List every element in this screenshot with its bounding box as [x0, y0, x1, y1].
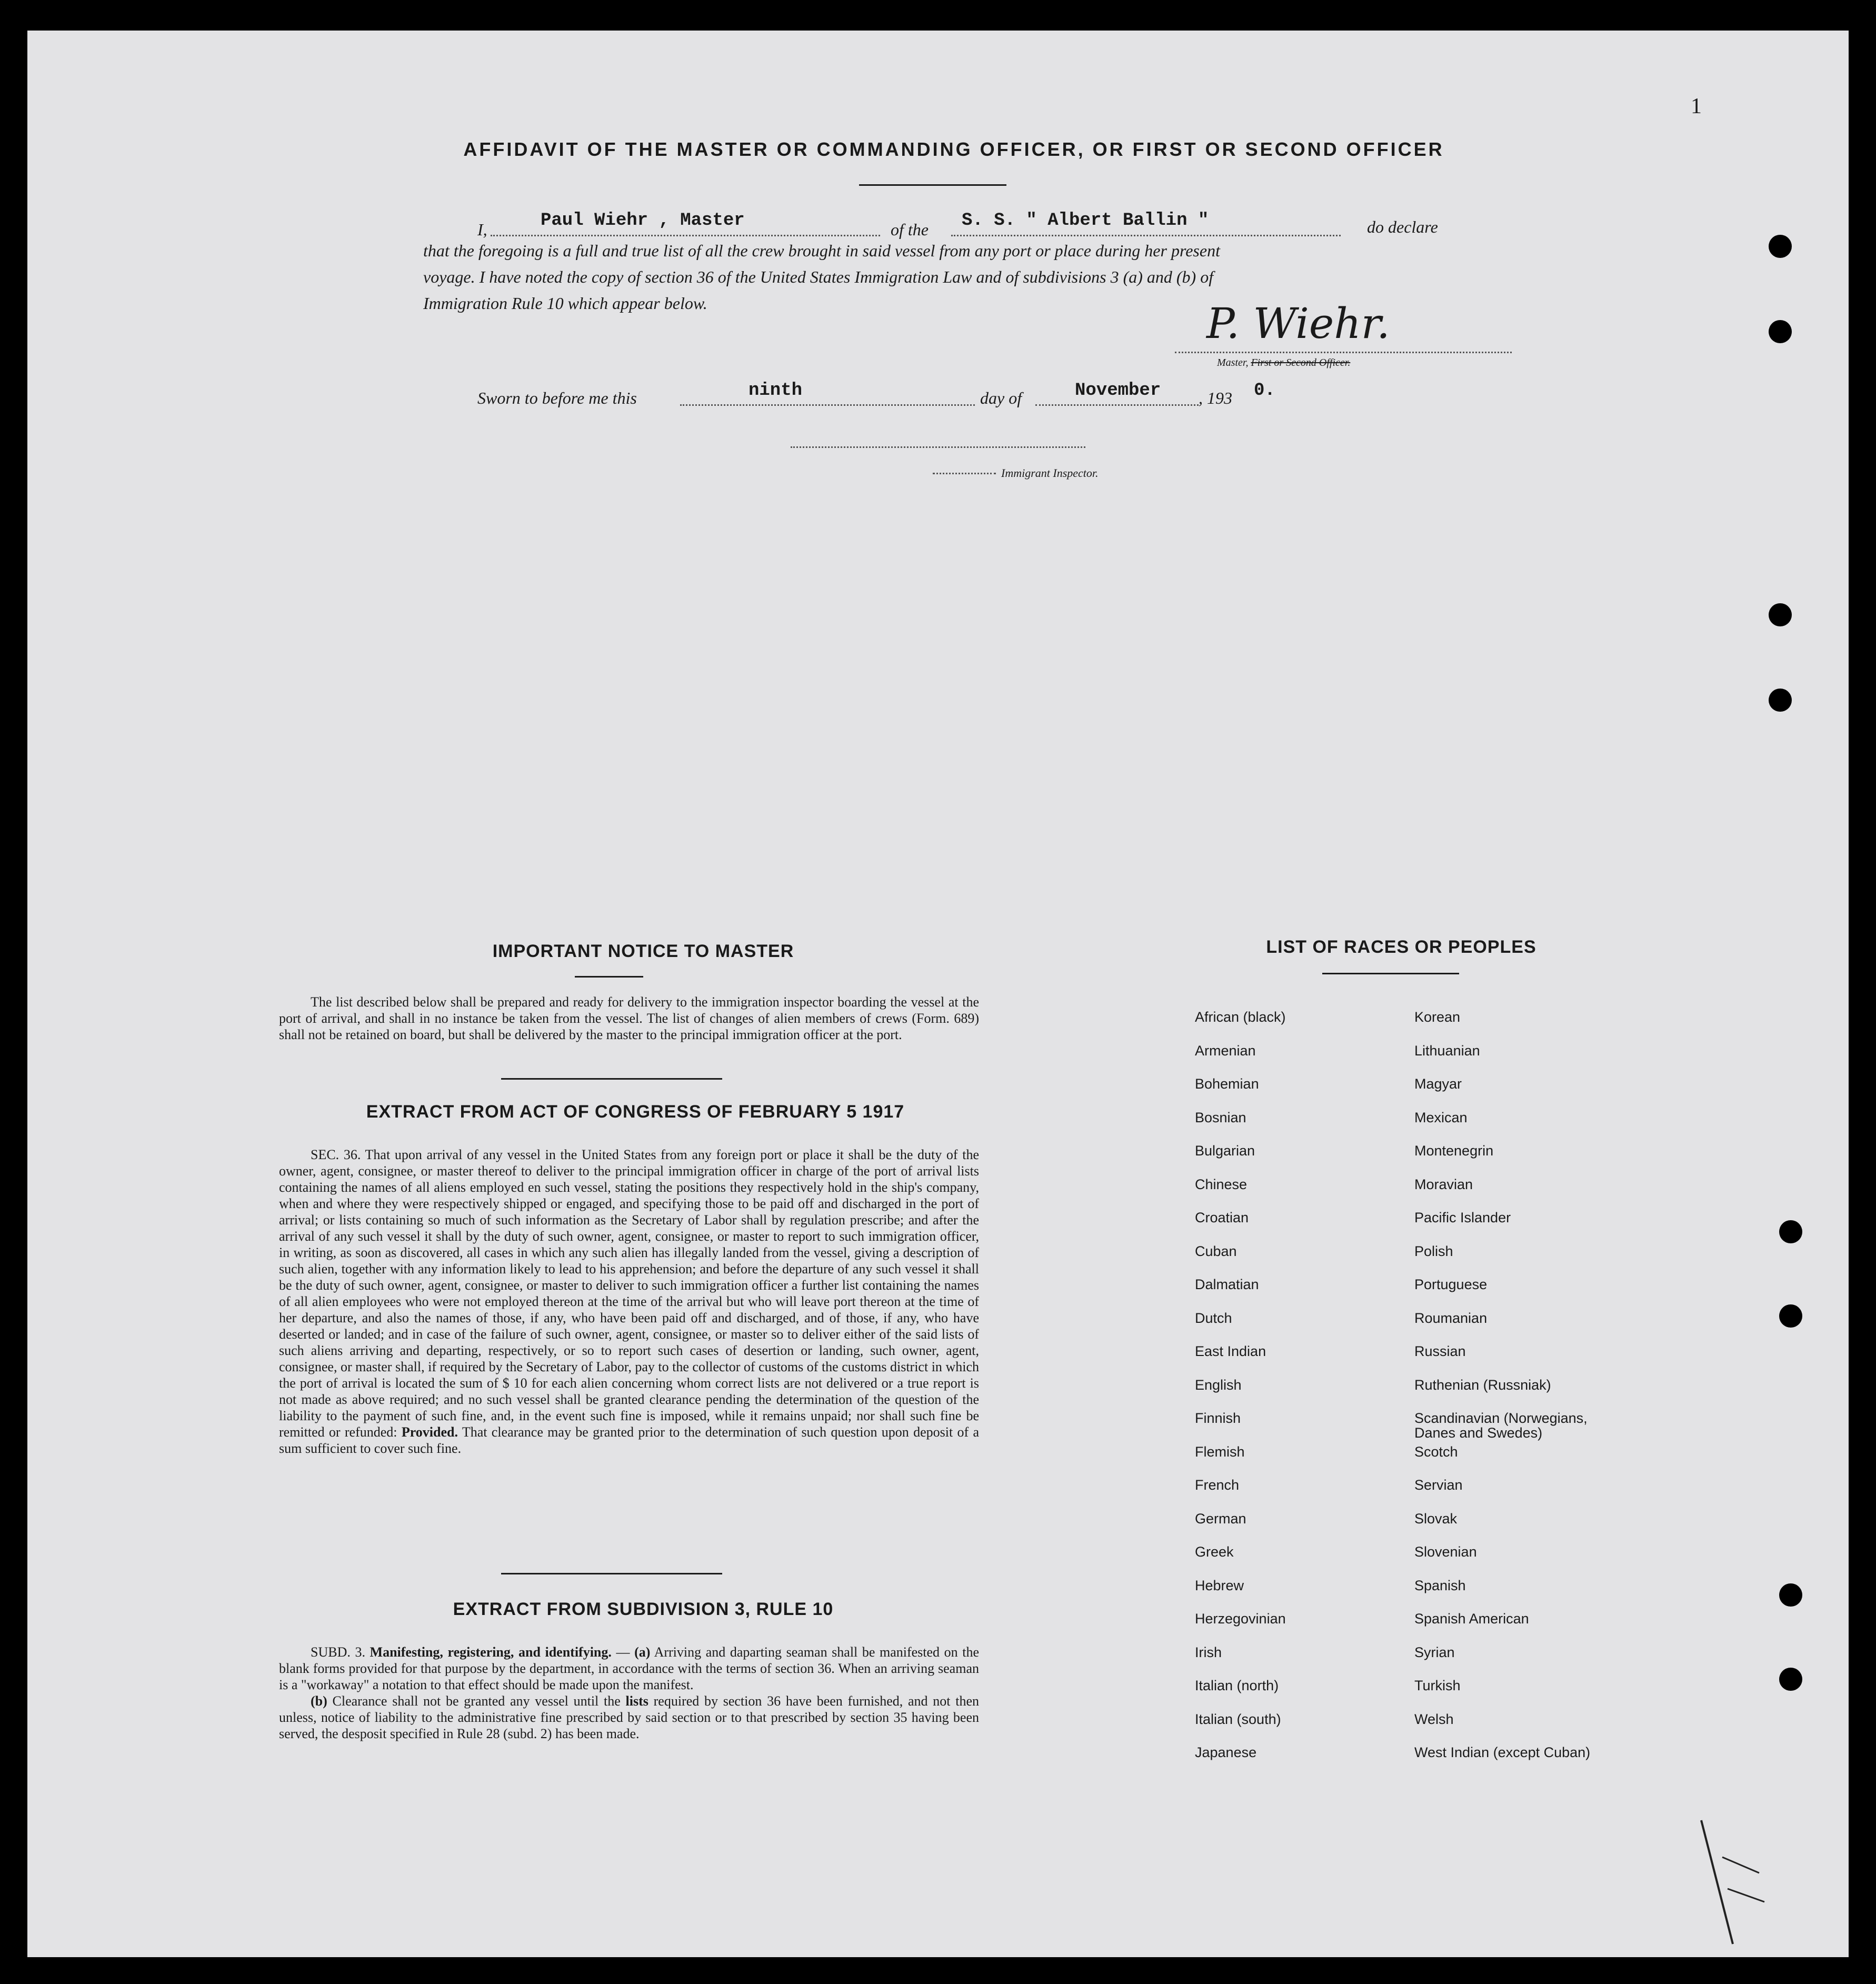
race-item: East Indian [1195, 1343, 1266, 1359]
subd-bold: Manifesting, registering, and identifying. [370, 1644, 612, 1660]
race-item: Portuguese [1414, 1277, 1488, 1292]
binder-hole [1769, 689, 1792, 712]
affidavit-line-2: that the foregoing is a full and true list of all the crew brought in said vessel from any port or place during her present [423, 241, 1220, 260]
binder-hole [1769, 603, 1792, 626]
race-item: Chinese [1195, 1176, 1248, 1192]
race-item: Russian [1414, 1343, 1466, 1359]
race-item: Magyar [1414, 1076, 1462, 1092]
notice-paragraph: The list described below shall be prepared and ready for delivery to the immigration inspector boarding the vessel at the port of arrival, and shall in no instance be taken from the vessel. The list of changes of alien members of crews (Form. 689) shall not be retained on board, but shall be delivered by the master to the principal immigration officer at the port. [279, 994, 979, 1042]
provided-bold: Provided. [401, 1424, 458, 1440]
race-item: West Indian (except Cuban) [1414, 1744, 1591, 1760]
race-item: Welsh [1414, 1711, 1454, 1727]
binder-hole [1769, 235, 1792, 258]
affidavit-i-label: I, [477, 220, 487, 239]
notice-title-rule [575, 976, 643, 978]
signature-line [1175, 352, 1512, 353]
extract-rule-text [279, 1644, 979, 1742]
race-item: Korean [1414, 1009, 1461, 1025]
subd-prefix: SUBD. 3. [311, 1644, 365, 1660]
race-item: Scandinavian (Norwegians, Danes and Swedes) [1414, 1410, 1588, 1441]
extract-act-tail: That clearance may be granted prior to the determination of such question upon deposit of a sum sufficient to cover such fine. [279, 1424, 980, 1456]
signature-caption-master: Master, [1217, 357, 1249, 368]
of-the-label: of the [891, 220, 929, 239]
race-item: Bohemian [1195, 1076, 1259, 1092]
race-item: Greek [1195, 1544, 1234, 1560]
binder-hole [1779, 1583, 1802, 1607]
race-item: Lithuanian [1414, 1042, 1480, 1059]
day-of-label: day of [980, 388, 1022, 407]
race-item: African (black) [1195, 1009, 1286, 1025]
subd-a-label: (a) [634, 1644, 651, 1660]
master-name-field: Paul Wiehr , Master [541, 211, 745, 231]
subd-dash: — [611, 1644, 635, 1660]
race-item: Pacific Islander [1414, 1210, 1511, 1225]
sworn-month-field: November [1075, 381, 1161, 401]
document-sheet [27, 31, 1849, 1957]
subd-a-text: Arriving and daparting seaman shall be manifested on the blank forms provided for that purpose by the department, in accordance with the terms of section 36. When an arriving seaman is a "workaway" a notation to that effect should be made upon the manifest. [279, 1644, 979, 1692]
affidavit-title: AFFIDAVIT OF THE MASTER OR COMMANDING OFFICER, OR FIRST OR SECOND OFFICER [463, 138, 1444, 160]
page-number: 1 [1691, 94, 1702, 118]
race-item: Dutch [1195, 1310, 1232, 1326]
race-item: Dalmatian [1195, 1277, 1259, 1292]
binder-hole [1779, 1220, 1802, 1243]
extract-act-title: EXTRACT FROM ACT OF CONGRESS OF FEBRUARY 5 1917 [366, 1102, 905, 1122]
notice-bottom-rule [501, 1078, 722, 1080]
notice-text [279, 994, 979, 1043]
races-title: LIST OF RACES OR PEOPLES [1266, 937, 1536, 957]
year-prefix-label: , 193 [1199, 388, 1232, 407]
sworn-day-field: ninth [749, 381, 803, 401]
subd-b-lists: lists [625, 1693, 648, 1709]
race-item: Cuban [1195, 1243, 1237, 1259]
inspector-line-upper [791, 446, 1085, 448]
vessel-name-field: S. S. " Albert Ballin " [962, 211, 1209, 231]
race-item: Turkish [1414, 1678, 1461, 1693]
signature-caption-struck: First or Second Officer. [1251, 357, 1351, 368]
race-item: Italian (north) [1195, 1678, 1279, 1693]
race-item: Herzegovinian [1195, 1611, 1286, 1627]
race-item: French [1195, 1477, 1240, 1493]
race-item: Finnish [1195, 1410, 1241, 1426]
race-item: Flemish [1195, 1443, 1245, 1460]
affidavit-title-rule [859, 184, 1006, 186]
sworn-prefix-label: Sworn to before me this [477, 388, 637, 407]
race-item: Irish [1195, 1644, 1222, 1660]
race-item: Japanese [1195, 1744, 1257, 1760]
vessel-field-line [951, 235, 1341, 236]
race-item: Hebrew [1195, 1577, 1244, 1593]
name-field-line [491, 235, 880, 236]
subd-b-paragraph [279, 1693, 979, 1742]
sworn-day-line [680, 404, 975, 406]
race-item: Italian (south) [1195, 1711, 1281, 1727]
race-item: Polish [1414, 1243, 1453, 1259]
extract-act-text [279, 1146, 979, 1457]
race-item: Roumanian [1414, 1310, 1488, 1326]
extract-act-body: SEC. 36. That upon arrival of any vessel in the United States from any foreign port or place it shall be the duty of the owner, agent, consignee, or master thereof to deliver to the principal immigration officer in charge of the port of arrival lists containing the names of all aliens employed en such vessel, stating the positions they respectively hold in the ship's company, when and where they were respectively shipped or engaged, and specifying those to be paid off and discharged in the port of arrival; or lists containing so much of such information as the Secretary of Labor shall by regulation prescribe; and after the arrival of any such vessel it shall by the duty of such owner, agent, consignee, or master to report to such immigration officer, in writing, as soon as discovered, all cases in which any such alien has illegally landed from the vessel, giving a description of such alien, together with any information likely to lead to his apprehension; and before the departure of any such vessel it shall be the duty of such owner, agent, consignee, or master to deliver to such immigration officer a further list containing the names of all alien employees who were not employed thereon at the time of the arrival but who will leave port thereon at the time of her departure, and also the names of those, if any, who have been paid off and discharged, and of those, if any, who have deserted or landed; and in case of the failure of such owner, agent, consignee, or master so to deliver either of the said lists of such aliens arriving and departing, respectively, or so to report such cases of desertion or landing, such owner, agent, consignee, or master shall, if required by the Secretary of Labor, pay to the collector of customs of the customs district in which the port of arrival is located the sum of $ 10 for each alien concerning whom correct lists are not delivered or a true report is not made as above required; and no such vessel shall be granted clearance pending the determination of the question of the liability to the payment of such fine, and, in the event such fine is imposed, while it remains unpaid; nor shall such fine be remitted or refunded: [279, 1147, 979, 1440]
race-item: Moravian [1414, 1176, 1473, 1192]
sworn-month-line [1035, 404, 1199, 406]
race-item: Montenegrin [1414, 1143, 1494, 1159]
corner-pen-mark [1659, 1810, 1796, 1947]
binder-hole [1779, 1304, 1802, 1328]
master-signature: P. Wiehr. [1206, 299, 1390, 348]
races-title-rule [1322, 973, 1459, 974]
race-item: Slovenian [1414, 1544, 1477, 1560]
affidavit-line-4: Immigration Rule 10 which appear below. [423, 294, 707, 313]
extract-act-bottom-rule [501, 1573, 722, 1574]
sworn-year-field: 0. [1254, 381, 1275, 401]
race-item: Slovak [1414, 1510, 1458, 1527]
subd-b-text-2: required by section 36 have been furnished, and not then unless, notice of liability to the administrative fine prescribed by said section or to that prescribed by section 35 having been served, the desposit specified in Rule 28 (subd. 2) has been made. [279, 1693, 979, 1741]
affidavit-line-3: voyage. I have noted the copy of section 36 of the United States Immigration Law and of subdivisions 3 (a) and (b) of [423, 267, 1214, 286]
race-item: Scotch [1414, 1443, 1458, 1460]
race-item: German [1195, 1510, 1246, 1527]
subd-a-paragraph [279, 1644, 979, 1693]
binder-hole [1769, 320, 1792, 343]
subd-b-label: (b) [311, 1693, 327, 1709]
inspector-line-lower [933, 473, 996, 474]
race-item: Spanish American [1414, 1611, 1529, 1627]
do-declare-label: do declare [1367, 217, 1438, 236]
race-item: Armenian [1195, 1042, 1256, 1059]
race-item: Ruthenian (Russniak) [1414, 1377, 1551, 1393]
subd-b-text-1: Clearance shall not be granted any vessel until the [332, 1693, 621, 1709]
race-item: English [1195, 1377, 1242, 1393]
race-item: Mexican [1414, 1109, 1468, 1125]
signature-caption [1217, 357, 1350, 369]
notice-title: IMPORTANT NOTICE TO MASTER [492, 941, 794, 961]
race-item: Croatian [1195, 1210, 1249, 1225]
race-item: Servian [1414, 1477, 1463, 1493]
race-item: Bosnian [1195, 1109, 1246, 1125]
extract-rule-title: EXTRACT FROM SUBDIVISION 3, RULE 10 [453, 1599, 834, 1619]
extract-act-paragraph [279, 1146, 979, 1457]
race-item: Bulgarian [1195, 1143, 1255, 1159]
race-item: Syrian [1414, 1644, 1455, 1660]
binder-hole [1779, 1668, 1802, 1691]
race-item: Spanish [1414, 1577, 1466, 1593]
inspector-caption: Immigrant Inspector. [1001, 466, 1099, 480]
